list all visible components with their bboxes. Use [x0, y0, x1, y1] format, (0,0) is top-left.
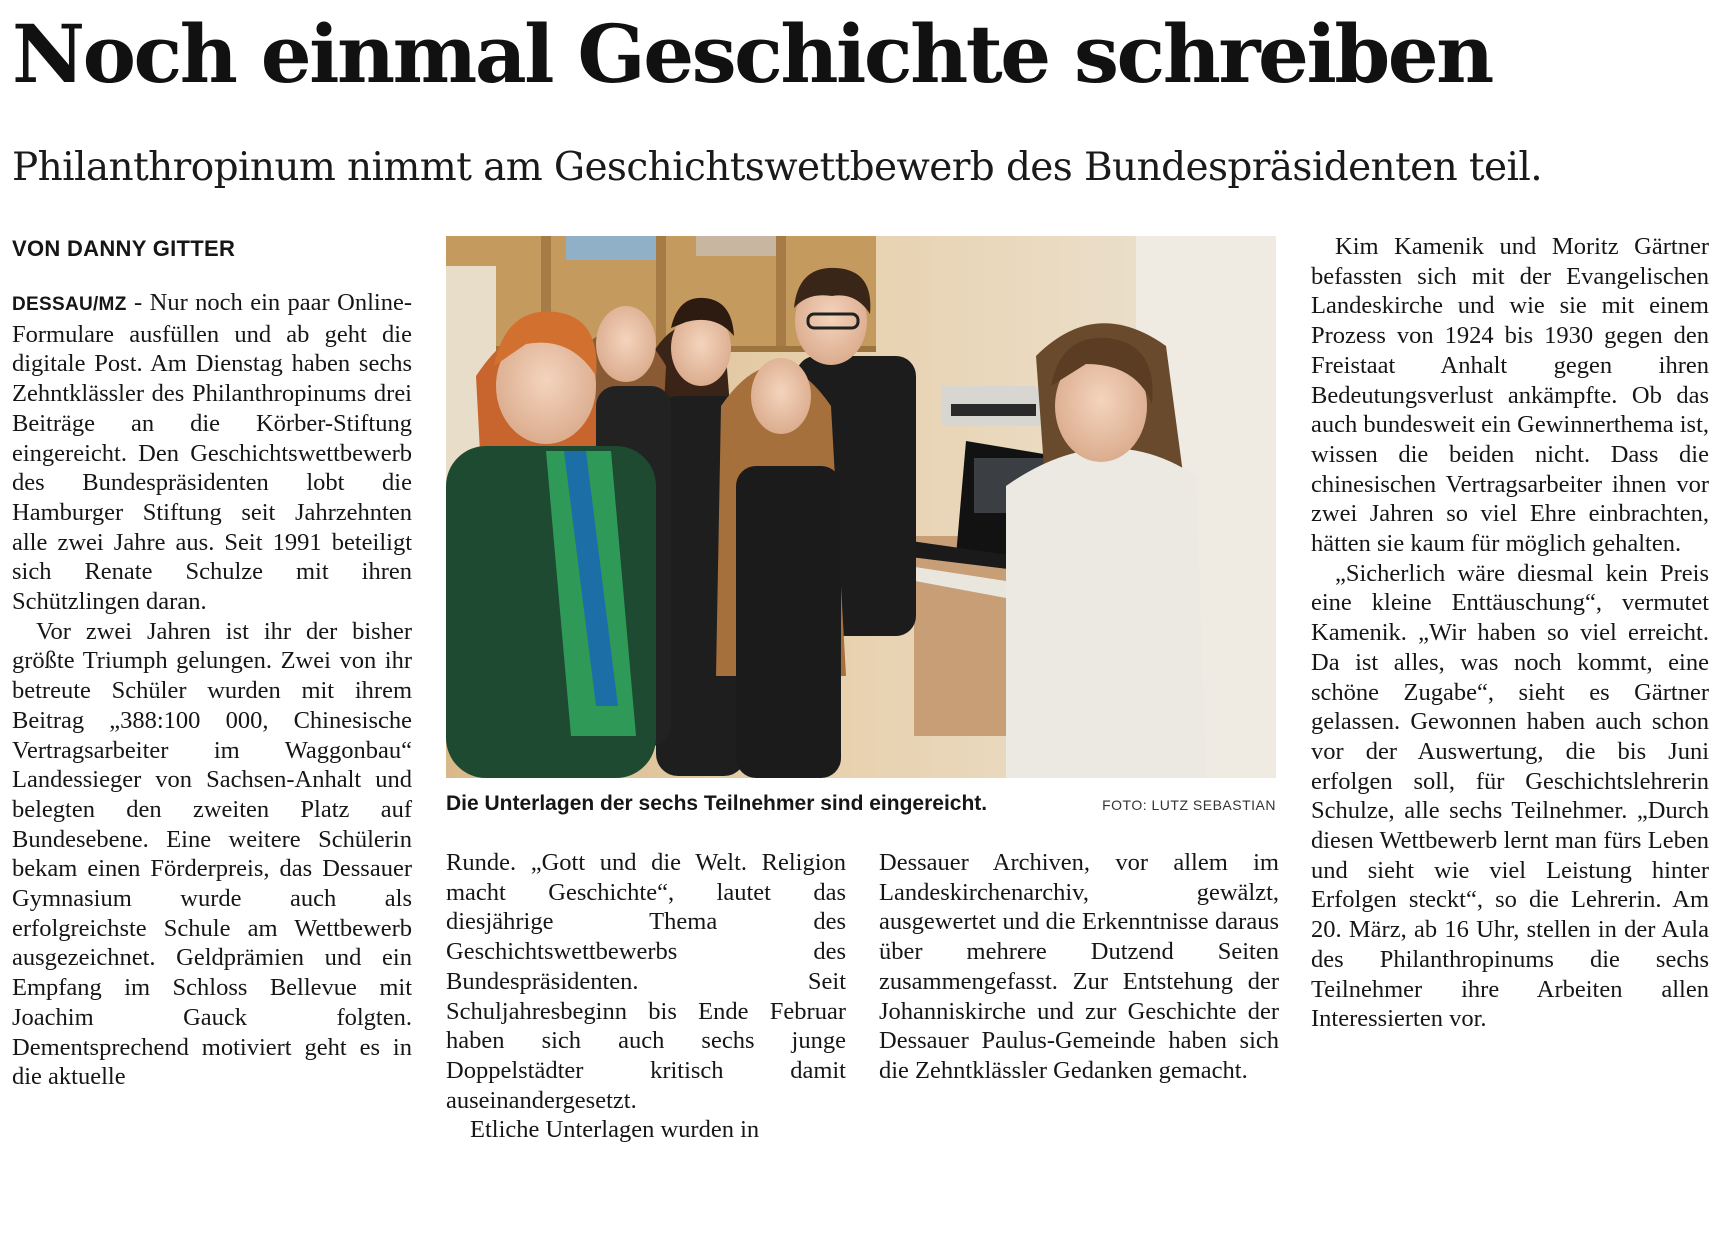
column-4: [1311, 232, 1709, 1034]
paragraph-text: - Nur noch ein paar Online-Formulare ausfüllen und ab geht die digitale Post. Am Dienstag haben sechs Zehntklässler des Philanthropinums drei Beiträge an die Körber-Stiftung eingereicht. Den Geschichtswettbewerb des Bundespräsidenten lobt die Hamburger Stiftung seit Jahrzehnten alle zwei Jahre aus. Seit 1991 beteiligt sich Renate Schulze mit ihren Schützlingen daran.: [12, 289, 412, 616]
column-3: [879, 848, 1279, 1086]
paragraph: „Sicherlich wäre diesmal kein Preis eine kleine Enttäuschung“, vermutet Kamenik. „Wir haben so viel erreicht. Da ist alles, was noch kommt, eine schöne Zugabe“, sieht es Gärtner gelassen. Gewonnen haben auch schon vor der Auswertung, die bis Juni erfolgen soll, für Geschichtslehrerin Schulze, alle sechs Teilnehmer. „Durch diesen Wettbewerb lernt man fürs Leben und sieht wie viel Leistung hinter Erfolgen steckt“, so die Lehrerin. Am 20. März, ab 16 Uhr, stellen in der Aula des Philanthropinums die sechs Teilnehmer ihre Arbeiten allen Interessierten vor.: [1311, 559, 1709, 1033]
photo-caption: Die Unterlagen der sechs Teilnehmer sind eingereicht.: [446, 792, 988, 815]
paragraph: Etliche Unterlagen wurden in: [470, 1116, 760, 1144]
students-at-laptop-photo: [446, 236, 1276, 778]
byline: VON DANNY GITTER: [12, 236, 236, 261]
paragraph: Kim Kamenik und Moritz Gärtner befassten sich mit der Evangelischen Landeskirche und wie sie mit einem Prozess von 1924 bis 1930 gegen den Freistaat Anhalt gegen ihren Bedeutungsverlust ankämpfte. Ob das auch bundesweit ein Gewinnerthema ist, wissen die beiden nicht. Dass die chinesischen Vertragsarbeiter ihnen vor zwei Jahren so viel Ehre einbrachten, hätten sie kaum für möglich gehalten.: [1311, 233, 1710, 558]
paragraph: Runde. „Gott und die Welt. Religion macht Geschichte“, lautet das diesjährige Thema des Geschichtswettbewerbs des Bundespräsidenten. Seit Schuljahresbeginn bis Ende Februar haben sich auch sechs junge Doppelstädter kritisch damit auseinandergesetzt.: [446, 849, 846, 1114]
article-photo: [446, 236, 1276, 778]
dateline: DESSAU/MZ: [12, 294, 127, 315]
paragraph: Dessauer Archiven, vor allem im Landeskirchenarchiv, gewälzt, ausgewertet und die Erkenntnisse daraus über mehrere Dutzend Seiten zusammengefasst. Zur Entstehung der Johanniskirche und zur Geschichte der Dessauer Paulus-Gemeinde haben sich die Zehntklässler Gedanken gemacht.: [879, 849, 1279, 1084]
headline: Noch einmal Geschichte schreiben: [12, 7, 1492, 101]
subheadline: Philanthropinum nimmt am Geschichtswettbewerb des Bundespräsidenten teil.: [12, 145, 1543, 190]
paragraph: Vor zwei Jahren ist ihr der bisher größte Triumph gelungen. Zwei von ihr betreute Schüler wurden mit ihrem Beitrag „388:100 000, Chinesische Vertragsarbeiter im Waggonbau“ Landessieger von Sachsen-Anhalt und belegten den zweiten Platz auf Bundesebene. Eine weitere Schülerin bekam einen Förderpreis, das Dessauer Gymnasium wurde auch als erfolgreichste Schule am Wettbewerb ausgezeichnet. Geldprämien und ein Empfang im Schloss Bellevue mit Joachim Gauck folgten. Dementsprechend motiviert geht es in die aktuelle: [12, 617, 412, 1091]
photo-credit: FOTO: LUTZ SEBASTIAN: [1102, 797, 1276, 813]
column-1: [12, 288, 412, 1092]
paragraph: [12, 288, 412, 617]
column-2: [446, 848, 846, 1145]
